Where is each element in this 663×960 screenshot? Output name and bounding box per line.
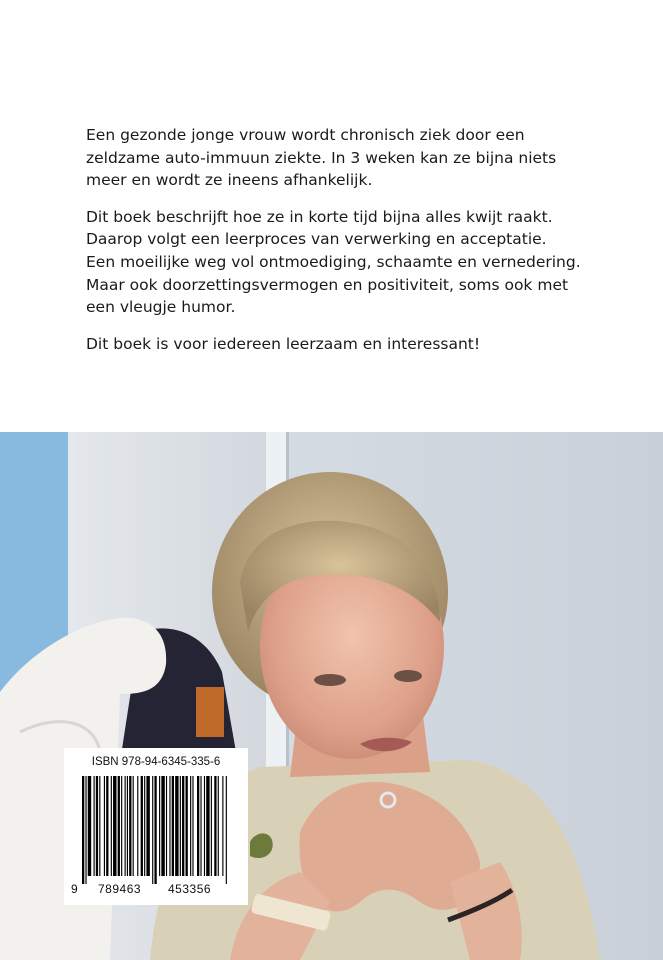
barcode-bar xyxy=(186,776,188,876)
barcode-bar xyxy=(118,776,120,876)
barcode-bar xyxy=(192,776,193,876)
barcode-digits-right: 453356 xyxy=(168,882,212,896)
blurb-line: Een moeilijke weg vol ontmoediging, schaamte en vernedering. xyxy=(86,252,581,271)
barcode-bar xyxy=(85,776,86,884)
barcode-bar xyxy=(88,776,91,876)
back-cover-blurb xyxy=(86,124,626,369)
barcode-bar xyxy=(197,776,199,876)
barcode-bar xyxy=(96,776,98,876)
barcode-bar xyxy=(226,776,227,884)
barcode-bar xyxy=(104,776,105,876)
blurb-line: Dit boek is voor iedereen leerzaam en interessant! xyxy=(86,334,481,353)
isbn-label: ISBN 978-94-6345-335-6 xyxy=(91,756,221,768)
barcode-bar xyxy=(214,776,216,876)
isbn-barcode xyxy=(64,748,248,905)
blurb-paragraph-3 xyxy=(86,333,626,356)
barcode-bar xyxy=(129,776,131,876)
barcode-bar xyxy=(133,776,134,876)
barcode-bar xyxy=(211,776,212,876)
barcode-bar xyxy=(106,776,108,876)
barcode-bar xyxy=(144,776,145,876)
barcode-bar xyxy=(206,776,209,876)
blurb-line: Dit boek beschrijft hoe ze in korte tijd bijna alles kwijt raakt. xyxy=(86,207,553,226)
blurb-line: meer en wordt ze ineens afhankelijk. xyxy=(86,171,373,190)
blurb-paragraph-1 xyxy=(86,124,626,192)
barcode-bar xyxy=(113,776,116,876)
barcode-bar xyxy=(172,776,174,876)
barcode-bars xyxy=(82,776,230,884)
barcode-bar xyxy=(190,776,191,876)
blurb-paragraph-2 xyxy=(86,206,626,319)
barcode-bar xyxy=(166,776,167,876)
barcode-bar xyxy=(154,776,156,884)
blurb-line: zeldzame auto-immuun ziekte. In 3 weken kan ze bijna niets xyxy=(86,148,557,167)
barcode-bar xyxy=(82,776,84,884)
barcode-bar xyxy=(204,776,205,876)
barcode-bar xyxy=(125,776,126,876)
barcode-bar xyxy=(169,776,170,876)
barcode-bar xyxy=(99,776,100,876)
barcode-bar xyxy=(159,776,160,876)
barcode-bar xyxy=(94,776,95,876)
barcode-bar xyxy=(127,776,128,876)
barcode-bar xyxy=(121,776,122,876)
barcode-bar xyxy=(180,776,181,876)
barcode-bar xyxy=(218,776,219,876)
blurb-line: Daarop volgt een leerproces van verwerking en acceptatie. xyxy=(86,230,547,249)
barcode-bar xyxy=(137,776,138,876)
barcode-bar xyxy=(141,776,143,876)
barcode-bar xyxy=(146,776,149,876)
barcode-bar xyxy=(111,776,112,876)
barcode-bar xyxy=(182,776,184,876)
blurb-line: Maar ook doorzettingsvermogen en positiviteit, soms ook met xyxy=(86,275,569,294)
blurb-line: een vleugje humor. xyxy=(86,298,236,317)
blurb-line: Een gezonde jonge vrouw wordt chronisch ziek door een xyxy=(86,126,525,144)
barcode-bar xyxy=(152,776,153,884)
barcode-digits-left: 789463 xyxy=(98,882,142,896)
barcode-bar xyxy=(161,776,164,876)
barcode-bar xyxy=(222,776,223,876)
barcode-bar xyxy=(200,776,201,876)
barcode-bar xyxy=(175,776,178,876)
barcode-digit-lead: 9 xyxy=(71,882,78,896)
